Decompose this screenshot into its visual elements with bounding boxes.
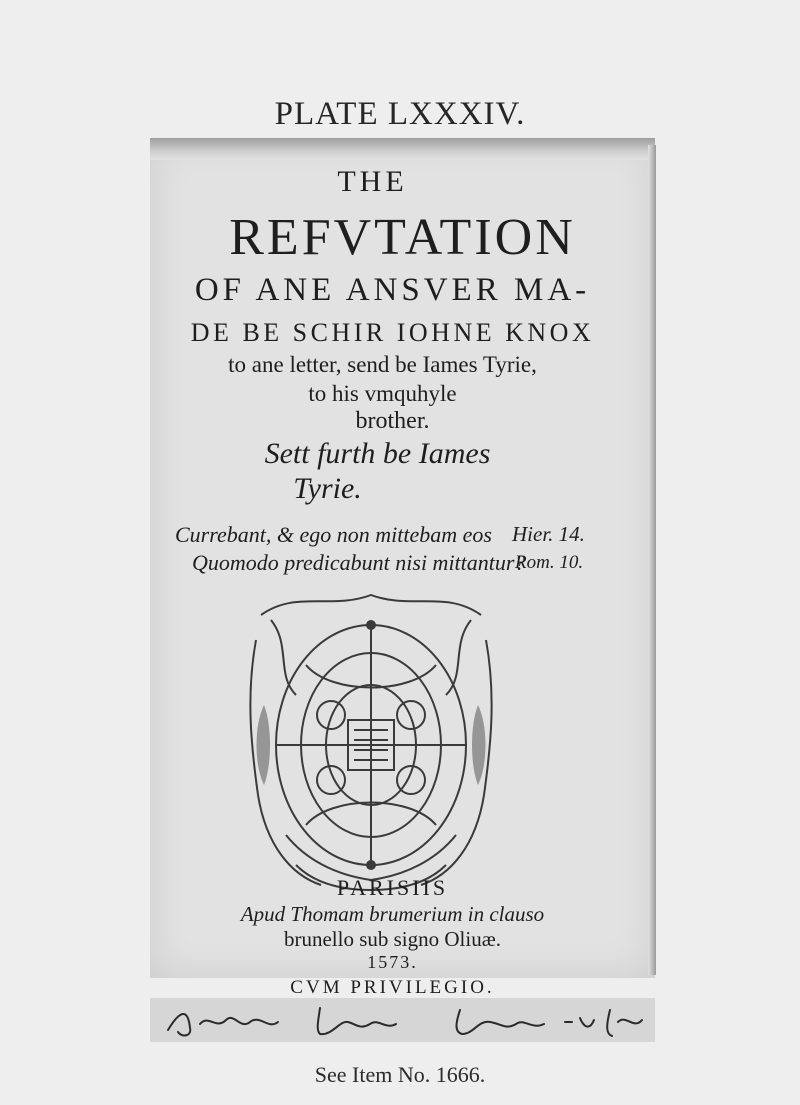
caption: See Item No. 1666. [314, 1062, 486, 1087]
epigraph-2-ref: Rom. 10. [515, 552, 584, 573]
title-line-tyrie: Tyrie. [293, 472, 362, 505]
photo-right-edge [648, 145, 656, 975]
epigraph-2: Quomodo predicabunt nisi mittantur? [192, 550, 526, 575]
title-line-of: OF ANE ANSVER MA- [194, 272, 591, 308]
title-line-tohis: to his vmquhyle [308, 381, 457, 406]
title-line-sett: Sett furth be Iames [264, 437, 491, 470]
photo-top-edge [150, 138, 655, 160]
title-refutation: REFVTATION [229, 209, 576, 266]
year-of-printing: 1573. [367, 952, 418, 972]
epigraph-1-ref: Hier. 14. [512, 522, 585, 546]
title-line-letter: to ane letter, send be Iames Tyrie, [228, 352, 537, 377]
place-of-printing: PARISIIS [336, 875, 449, 900]
title-the: THE [337, 165, 408, 198]
printers-device-ornament [236, 585, 506, 900]
epigraph-1: Currebant, & ego non mittebam eos [175, 522, 492, 547]
privilege-line: CVM PRIVILEGIO. [290, 977, 495, 998]
handwritten-signature [160, 1000, 650, 1040]
plate-heading: PLATE LXXXIV. [274, 96, 526, 132]
title-line-de: DE BE SCHIR IOHNE KNOX [190, 318, 595, 347]
title-line-brother: brother. [355, 408, 430, 434]
printer-line-2: brunello sub signo Oliuæ. [283, 927, 501, 951]
printer-line-1: Apud Thomam brumerium in clauso [240, 902, 545, 926]
